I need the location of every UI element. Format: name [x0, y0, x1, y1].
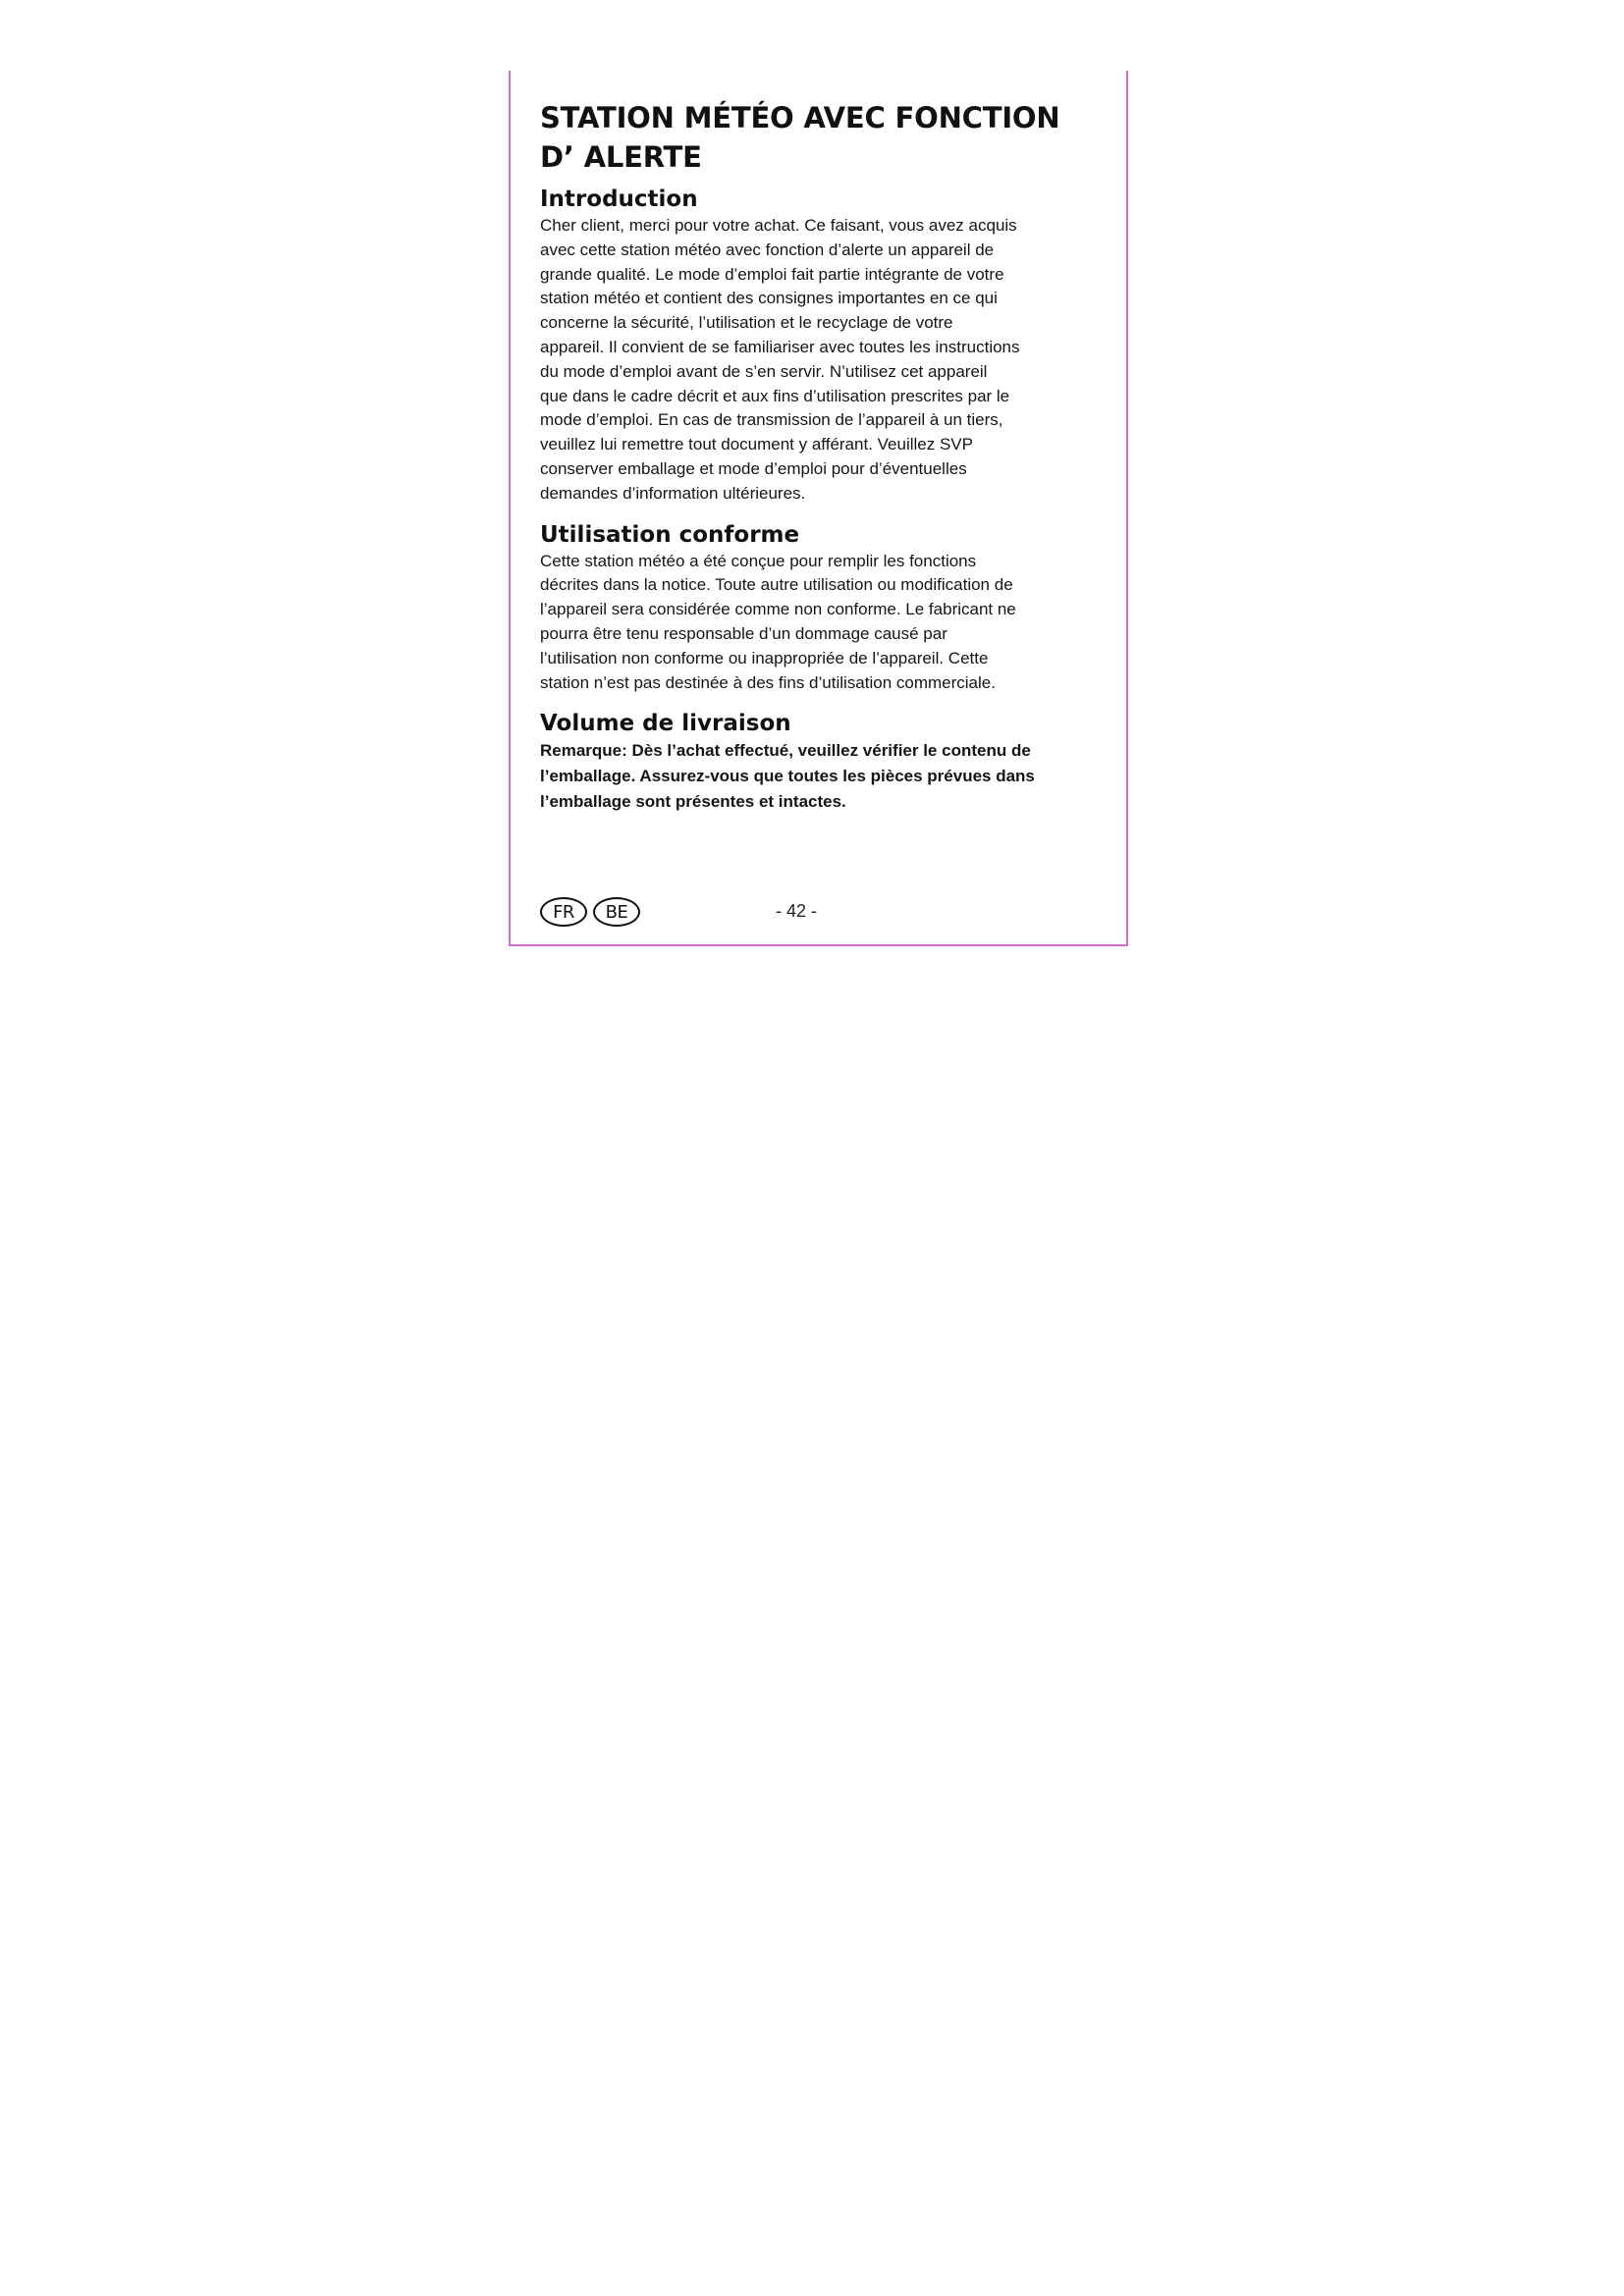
country-badge-be: BE — [593, 897, 640, 927]
page-content — [540, 98, 1075, 815]
country-badges — [540, 897, 640, 927]
section-body-utilisation-conforme: Cette station météo a été conçue pour remplir les fonctions décrites dans la notice. Toute autre utilisation ou modification de l’appareil sera considérée comme non conforme. Le fabricant ne pourra être tenu responsable d’un dommage causé par l’utilisation non conforme ou inappropriée de l’appareil. Cette station n’est pas destinée à des fins d’utilisation commerciale. — [540, 551, 1016, 692]
section-utilisation-conforme — [540, 520, 1075, 696]
country-badge-fr: FR — [540, 897, 587, 927]
section-heading-introduction: Introduction — [540, 187, 698, 212]
section-volume-de-livraison — [540, 709, 1075, 815]
section-introduction — [540, 185, 1075, 507]
section-heading-volume-de-livraison: Volume de livraison — [540, 711, 791, 737]
section-body-volume-de-livraison: Remarque: Dès l’achat effectué, veuillez vérifier le contenu de l’emballage. Assurez-vous que toutes les pièces prévues dans l’emballage sont présentes et intactes. — [540, 741, 1035, 812]
section-heading-utilisation-conforme: Utilisation conforme — [540, 521, 800, 548]
page-footer — [540, 897, 1075, 933]
page-number: - 42 - — [776, 901, 818, 921]
section-body-introduction: Cher client, merci pour votre achat. Ce faisant, vous avez acquis avec cette station météo avec fonction d’alerte un appareil de grande qualité. Le mode d’emploi fait partie intégrante de votre station météo et contient des consignes importantes en ce qui concerne la sécurité, l’utilisation et le recyclage de votre appareil. Il convient de se familiariser avec toutes les instructions du mode d’emploi avant de s’en servir. N’utilisez cet appareil que dans le cadre décrit et aux fins d’utilisation prescrites par le mode d’emploi. En cas de transmission de l’appareil à un tiers, veuillez lui remettre tout document y afférant. Veuillez SVP conserver emballage et mode d’emploi pour d’éventuelles demandes d’information ultérieures. — [540, 216, 1020, 503]
page-frame — [509, 71, 1128, 946]
document-title: STATION MÉTÉO AVEC FONCTION D’ ALERTE — [540, 101, 1060, 174]
